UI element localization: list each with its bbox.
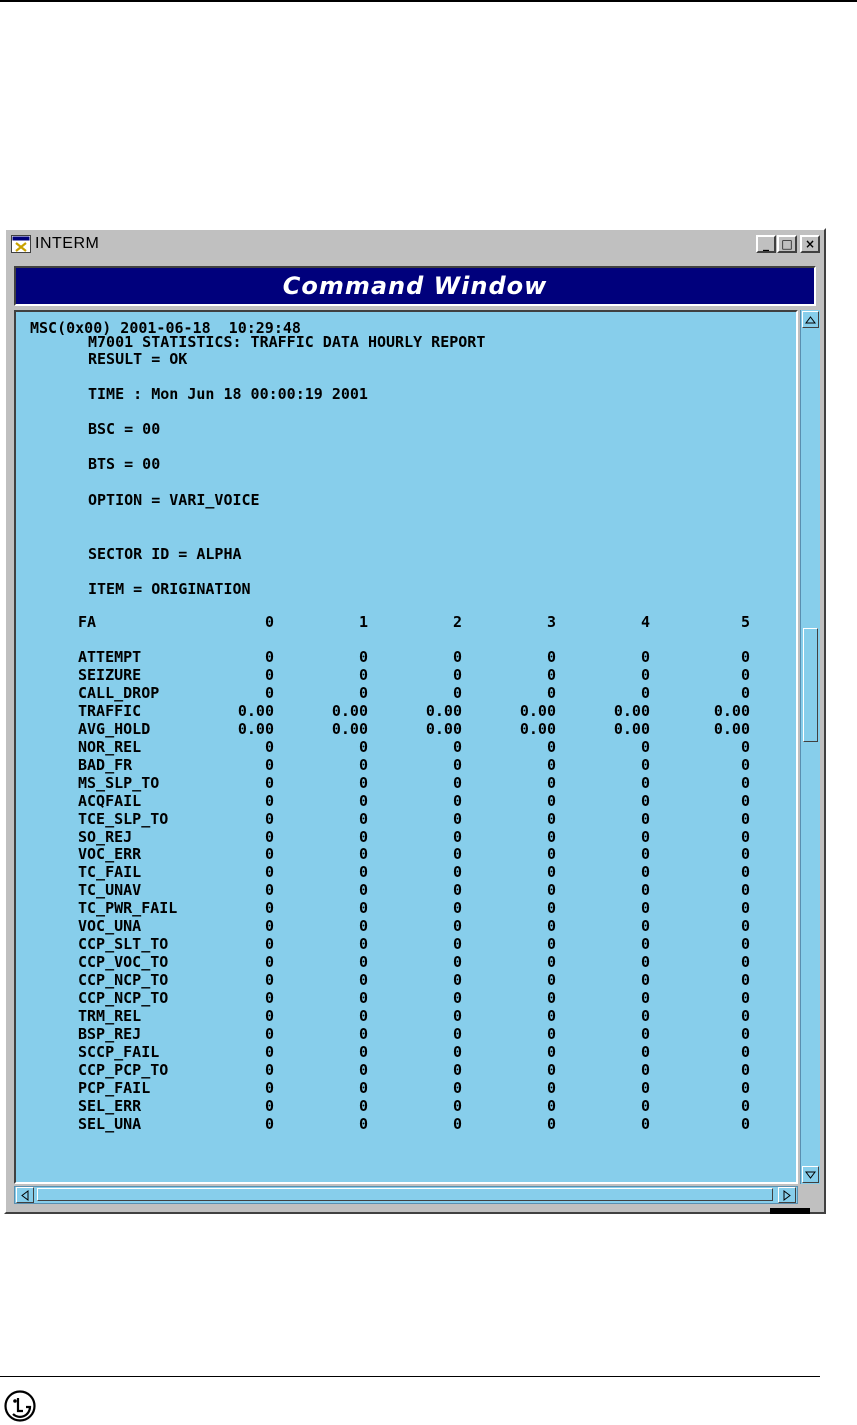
row-label: SEL_UNA (78, 1114, 142, 1133)
page-bottom-rule (0, 1376, 820, 1377)
row-value: 0 (264, 737, 274, 756)
table-row (16, 828, 776, 846)
header-line: MSC(0x00) 2001-06-18 10:29:48 (30, 319, 301, 337)
table-row (16, 1025, 776, 1043)
row-label: ACQFAIL (78, 791, 142, 810)
row-value: 0 (452, 1007, 462, 1025)
table-row (16, 917, 776, 935)
row-value: 0 (546, 1114, 556, 1133)
row-value: 0 (358, 648, 368, 666)
row-value: 0 (546, 845, 556, 864)
row-value: 0 (546, 827, 556, 846)
row-value: 0 (546, 1007, 556, 1025)
page-top-rule (0, 0, 857, 2)
scroll-right-icon[interactable] (778, 1187, 796, 1203)
row-value: 0 (640, 917, 650, 936)
row-value: 0 (358, 665, 368, 684)
table-row (16, 935, 776, 953)
row-value: 0 (358, 1042, 368, 1061)
close-icon[interactable]: × (800, 235, 820, 253)
row-value: 0 (264, 971, 274, 990)
row-value: 0 (740, 665, 750, 684)
header-line: TIME : Mon Jun 18 00:00:19 2001 (88, 385, 368, 403)
row-value: 0 (740, 863, 750, 882)
row-label: AVG_HOLD (78, 719, 151, 738)
row-value: 0 (452, 917, 462, 936)
row-value: 0 (740, 935, 750, 954)
row-value: 0 (546, 1042, 556, 1061)
row-value: 0 (358, 755, 368, 774)
row-label: ATTEMPT (78, 648, 142, 666)
row-value: 0 (546, 989, 556, 1008)
row-value: 0 (740, 827, 750, 846)
row-value: 0 (740, 989, 750, 1008)
row-value: 0 (740, 971, 750, 990)
row-value: 0 (740, 809, 750, 828)
row-value: 0 (740, 737, 750, 756)
row-value: 0 (264, 1114, 274, 1133)
row-value: 0 (264, 773, 274, 792)
row-value: 0 (640, 845, 650, 864)
row-label: VOC_ERR (78, 845, 142, 864)
row-value: 0 (358, 953, 368, 972)
lg-logo (4, 1390, 36, 1422)
row-value: 0 (452, 773, 462, 792)
row-value: 0 (264, 881, 274, 900)
row-value: 0 (640, 665, 650, 684)
row-value: 0 (740, 899, 750, 918)
row-value: 0 (264, 1007, 274, 1025)
row-value: 0 (546, 683, 556, 702)
table-row (16, 899, 776, 917)
row-value: 0 (358, 1096, 368, 1115)
row-value: 0 (358, 971, 368, 990)
header-line: OPTION = VARI_VOICE (88, 491, 260, 509)
table-row (16, 1043, 776, 1061)
header-line: BSC = 00 (88, 420, 161, 438)
row-value: 0 (640, 683, 650, 702)
interm-window (4, 228, 826, 1214)
table-row (16, 810, 776, 828)
row-value: 0 (358, 1078, 368, 1097)
row-value: 0.00 (713, 701, 750, 720)
row-value: 0 (546, 935, 556, 954)
row-value: 0 (640, 971, 650, 990)
row-value: 0 (452, 863, 462, 882)
table-header-row (16, 613, 776, 631)
row-value: 0 (740, 1114, 750, 1133)
row-value: 0 (452, 845, 462, 864)
row-value: 0 (264, 648, 274, 666)
row-value: 0 (546, 863, 556, 882)
row-value: 0 (640, 827, 650, 846)
table-row (16, 1115, 776, 1133)
header-line: BTS = 00 (88, 455, 161, 473)
row-label: VOC_UNA (78, 917, 142, 936)
row-value: 0 (358, 809, 368, 828)
row-value: 0 (546, 1024, 556, 1043)
row-value: 0 (640, 953, 650, 972)
row-value: 0 (358, 845, 368, 864)
row-value: 0 (452, 791, 462, 810)
row-label: CCP_SLT_TO (78, 935, 169, 954)
row-value: 0 (264, 683, 274, 702)
row-value: 0 (640, 1042, 650, 1061)
row-value: 0 (264, 917, 274, 936)
column-header-fa: FA (78, 613, 97, 631)
row-value: 0.00 (331, 719, 368, 738)
row-label: TRAFFIC (78, 701, 142, 720)
row-label: CCP_NCP_TO (78, 971, 169, 990)
row-label: TC_PWR_FAIL (78, 899, 178, 918)
row-value: 0 (640, 773, 650, 792)
row-value: 0 (740, 1007, 750, 1025)
row-value: 0 (452, 1078, 462, 1097)
row-value: 0 (740, 1078, 750, 1097)
title-bar[interactable] (8, 232, 822, 256)
row-value: 0 (264, 989, 274, 1008)
row-value: 0 (740, 845, 750, 864)
row-value: 0 (640, 881, 650, 900)
row-value: 0 (358, 1024, 368, 1043)
table-row (16, 792, 776, 810)
header-line: RESULT = OK (88, 350, 188, 368)
scroll-up-icon[interactable] (802, 311, 819, 328)
row-value: 0 (358, 881, 368, 900)
table-row (16, 971, 776, 989)
row-label: PCP_FAIL (78, 1078, 151, 1097)
banner-title: Command Window (282, 272, 548, 300)
row-label: SCCP_FAIL (78, 1042, 160, 1061)
header-line: M7001 STATISTICS: TRAFFIC DATA HOURLY REPORT (88, 333, 486, 351)
horizontal-scrollbar[interactable] (14, 1186, 798, 1204)
row-value: 0 (358, 899, 368, 918)
row-value: 0 (640, 1096, 650, 1115)
row-value: 0.00 (425, 719, 462, 738)
row-value: 0 (546, 899, 556, 918)
row-value: 0 (546, 881, 556, 900)
row-value: 0 (264, 827, 274, 846)
row-value: 0 (546, 971, 556, 990)
table-row (16, 702, 776, 720)
row-value: 0 (546, 755, 556, 774)
row-value: 0 (740, 953, 750, 972)
row-value: 0 (640, 1024, 650, 1043)
row-value: 0 (452, 899, 462, 918)
row-value: 0 (452, 648, 462, 666)
row-value: 0 (358, 1114, 368, 1133)
row-label: TCE_SLP_TO (78, 809, 169, 828)
row-value: 0 (358, 917, 368, 936)
row-value: 0 (452, 1096, 462, 1115)
command-window-banner (14, 266, 816, 306)
status-corner (770, 1208, 810, 1214)
row-value: 0 (546, 1060, 556, 1079)
row-value: 0 (740, 648, 750, 666)
row-value: 0 (358, 1007, 368, 1025)
row-label: SEL_ERR (78, 1096, 142, 1115)
table-row (16, 881, 776, 899)
row-value: 0 (546, 917, 556, 936)
row-value: 0 (546, 737, 556, 756)
row-value: 0 (358, 989, 368, 1008)
table-row (16, 845, 776, 863)
row-value: 0 (640, 989, 650, 1008)
row-value: 0.00 (713, 719, 750, 738)
row-value: 0 (640, 809, 650, 828)
column-header: 1 (358, 613, 368, 631)
row-value: 0 (546, 791, 556, 810)
table-row (16, 648, 776, 666)
row-label: SEIZURE (78, 665, 142, 684)
row-value: 0 (546, 953, 556, 972)
row-label: BSP_REJ (78, 1024, 142, 1043)
row-value: 0.00 (613, 719, 650, 738)
row-value: 0 (546, 1078, 556, 1097)
horizontal-scroll-thumb[interactable] (37, 1188, 773, 1201)
row-value: 0.00 (425, 701, 462, 720)
row-value: 0 (546, 773, 556, 792)
scroll-left-icon[interactable] (16, 1187, 34, 1203)
row-value: 0 (640, 899, 650, 918)
table-row (16, 1079, 776, 1097)
row-value: 0 (640, 791, 650, 810)
row-label: CCP_PCP_TO (78, 1060, 169, 1079)
row-value: 0 (452, 971, 462, 990)
row-value: 0 (264, 755, 274, 774)
column-header: 3 (546, 613, 556, 631)
table-row (16, 863, 776, 881)
row-value: 0 (740, 917, 750, 936)
vertical-scroll-thumb[interactable] (803, 628, 818, 742)
row-label: CALL_DROP (78, 683, 160, 702)
row-label: CCP_NCP_TO (78, 989, 169, 1008)
row-value: 0 (452, 935, 462, 954)
row-value: 0 (640, 1078, 650, 1097)
table-row (16, 684, 776, 702)
column-header: 5 (740, 613, 750, 631)
column-header: 0 (264, 613, 274, 631)
row-label: SO_REJ (78, 827, 133, 846)
row-value: 0 (264, 953, 274, 972)
row-value: 0 (358, 791, 368, 810)
row-value: 0.00 (331, 701, 368, 720)
window-title: INTERM (35, 235, 100, 252)
row-value: 0 (452, 665, 462, 684)
row-value: 0 (264, 899, 274, 918)
row-label: TC_UNAV (78, 881, 142, 900)
row-value: 0.00 (613, 701, 650, 720)
row-value: 0 (640, 863, 650, 882)
row-value: 0 (452, 989, 462, 1008)
column-header: 2 (452, 613, 462, 631)
row-value: 0 (640, 935, 650, 954)
row-value: 0 (452, 953, 462, 972)
row-value: 0 (264, 935, 274, 954)
row-value: 0 (740, 791, 750, 810)
row-value: 0 (264, 791, 274, 810)
row-value: 0 (452, 1024, 462, 1043)
row-value: 0 (740, 755, 750, 774)
table-row (16, 720, 776, 738)
row-value: 0.00 (519, 701, 556, 720)
row-label: CCP_VOC_TO (78, 953, 169, 972)
column-header: 4 (640, 613, 650, 631)
row-value: 0 (546, 648, 556, 666)
row-value: 0 (640, 1114, 650, 1133)
row-value: 0.00 (237, 719, 274, 738)
row-value: 0 (358, 827, 368, 846)
table-row (16, 1007, 776, 1025)
row-value: 0 (546, 665, 556, 684)
row-value: 0 (358, 863, 368, 882)
table-row (16, 774, 776, 792)
row-value: 0 (740, 881, 750, 900)
row-value: 0 (740, 683, 750, 702)
row-value: 0 (452, 809, 462, 828)
table-row (16, 953, 776, 971)
row-value: 0 (546, 1096, 556, 1115)
maximize-icon[interactable]: □ (777, 235, 797, 253)
row-value: 0 (452, 737, 462, 756)
row-value: 0 (640, 737, 650, 756)
app-icon (11, 235, 31, 253)
row-value: 0 (740, 1096, 750, 1115)
row-label: MS_SLP_TO (78, 773, 160, 792)
row-value: 0 (740, 1024, 750, 1043)
row-label: TRM_REL (78, 1007, 142, 1025)
row-value: 0 (640, 755, 650, 774)
row-value: 0 (740, 773, 750, 792)
table-row (16, 666, 776, 684)
row-value: 0 (452, 827, 462, 846)
row-value: 0 (358, 1060, 368, 1079)
row-value: 0 (640, 1007, 650, 1025)
table-row (16, 1061, 776, 1079)
row-value: 0 (264, 665, 274, 684)
row-value: 0 (640, 1060, 650, 1079)
row-label: NOR_REL (78, 737, 142, 756)
row-value: 0 (264, 1060, 274, 1079)
row-value: 0 (358, 683, 368, 702)
row-value: 0 (452, 881, 462, 900)
row-value: 0 (264, 1024, 274, 1043)
row-value: 0 (452, 683, 462, 702)
row-label: BAD_FR (78, 755, 133, 774)
row-value: 0 (740, 1042, 750, 1061)
header-line: SECTOR ID = ALPHA (88, 545, 242, 563)
table-row (16, 989, 776, 1007)
table-row (16, 756, 776, 774)
row-value: 0 (452, 755, 462, 774)
header-line: ITEM = ORIGINATION (88, 580, 251, 598)
row-value: 0 (264, 809, 274, 828)
row-value: 0 (264, 863, 274, 882)
row-label: TC_FAIL (78, 863, 142, 882)
scroll-down-icon[interactable] (802, 1166, 819, 1183)
row-value: 0.00 (237, 701, 274, 720)
minimize-icon[interactable]: _ (756, 235, 776, 253)
row-value: 0 (264, 845, 274, 864)
row-value: 0 (452, 1060, 462, 1079)
row-value: 0 (640, 648, 650, 666)
row-value: 0 (546, 809, 556, 828)
row-value: 0 (358, 935, 368, 954)
row-value: 0 (358, 737, 368, 756)
row-value: 0.00 (519, 719, 556, 738)
terminal-output[interactable] (14, 310, 798, 1184)
row-value: 0 (740, 1060, 750, 1079)
row-value: 0 (358, 773, 368, 792)
row-value: 0 (264, 1096, 274, 1115)
row-value: 0 (452, 1042, 462, 1061)
row-value: 0 (264, 1078, 274, 1097)
row-value: 0 (264, 1042, 274, 1061)
table-row (16, 738, 776, 756)
row-value: 0 (452, 1114, 462, 1133)
vertical-scrollbar[interactable] (800, 310, 820, 1184)
table-row (16, 1097, 776, 1115)
